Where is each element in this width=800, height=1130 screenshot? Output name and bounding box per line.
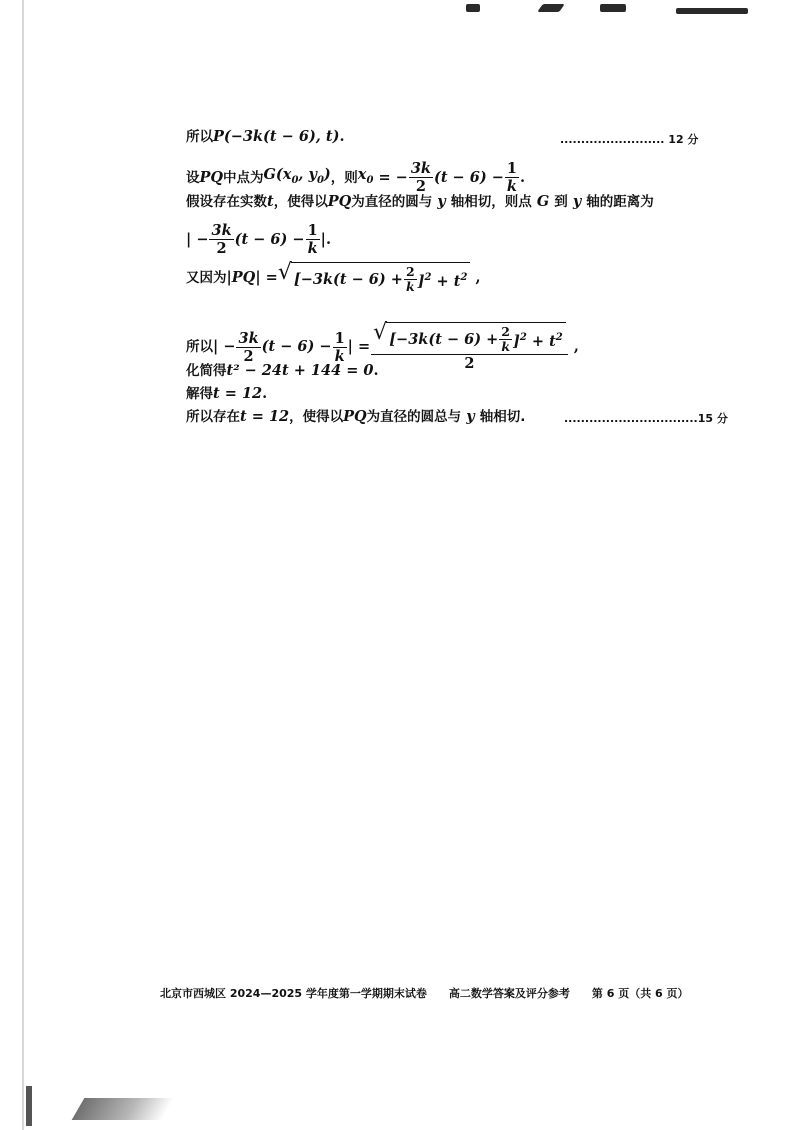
math-expression: P(−3k(t − 6), t) — [213, 128, 340, 145]
math-expression: t² − 24t + 144 = 0 — [226, 362, 374, 379]
scan-corner-mark — [26, 1086, 32, 1126]
score-12: ......................... 12 分 — [560, 133, 699, 146]
line-assumption: 假设存在实数 t ，使得以 PQ 为直径的圆与 y 轴相切，则点 G 到 y 轴的距离为 — [186, 193, 654, 210]
scan-corner-shadow — [72, 1098, 175, 1120]
scan-mark — [600, 4, 626, 12]
line-solve: 解得 t = 12 . — [186, 385, 268, 402]
score-15: ................................15 分 — [564, 412, 728, 425]
line-p-coordinates: 所以 P(−3k(t − 6), t) . — [186, 128, 345, 145]
scan-mark — [466, 4, 480, 12]
line-conclusion: 所以存在 t = 12 ，使得以 PQ 为直径的圆总与 y 轴相切. — [186, 408, 526, 425]
scan-mark — [676, 8, 748, 14]
footer-page-number: 第 6 页（共 6 页） — [591, 987, 689, 1000]
math-expression: t = 12 — [213, 385, 263, 402]
scan-edge — [22, 0, 24, 1130]
page-footer — [160, 985, 689, 1001]
line-pq-length: 又因为 | PQ | = √ [−3k(t − 6) + $\frac{2}{k}$ ]$^2 + t^2$ , — [186, 260, 481, 294]
line-midpoint: 设 PQ 中点为 $G(x_0$, $y_0$) ，则 $x_0$ = − $\frac{3k}{2}$ (t − 6) − $\frac{1}{k}$ . — [186, 160, 526, 195]
line-equation: 所以 | − $\frac{3k}{2}$ (t − 6) − $\frac{1}{k}$ | = √ [−3k(t − 6) + $\frac{2}{k}$ ]$^2 + t^2$ 2 , — [186, 320, 579, 372]
line-simplify: 化简得 t² − 24t + 144 = 0 . — [186, 362, 379, 379]
footer-exam: 北京市西城区 2024—2025 学年度第一学期期末试卷 — [160, 987, 427, 1000]
footer-subject: 高二数学答案及评分参考 — [448, 987, 570, 1000]
scan-mark — [537, 4, 565, 12]
line-distance: | − $\frac{3k}{2}$ (t − 6) − $\frac{1}{k}$ |. — [186, 222, 331, 257]
